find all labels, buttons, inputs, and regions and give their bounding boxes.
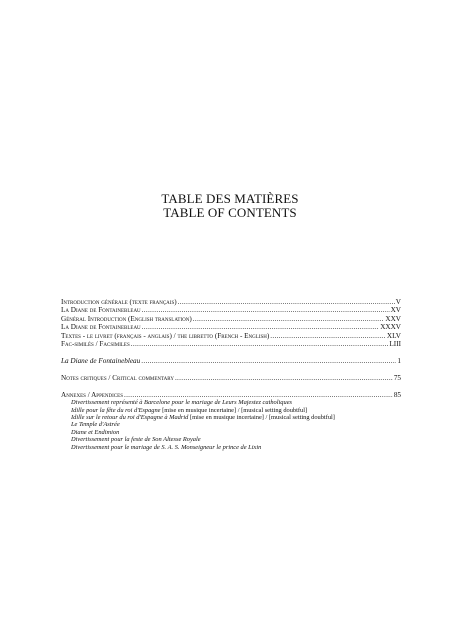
page-title xyxy=(0,192,460,220)
toc-entry-label: Général Introduction (English translation) xyxy=(61,314,192,323)
toc-entry-label: Annexes / Appendices xyxy=(61,390,123,399)
toc-entry-introduction-en[interactable] xyxy=(61,315,401,323)
leader-dots xyxy=(131,340,389,348)
spacer xyxy=(61,365,401,374)
toc-entry-critical-notes[interactable] xyxy=(61,374,401,382)
spacer xyxy=(61,382,401,391)
toc-entry-label: La Diane de Fontainebleau xyxy=(61,306,141,315)
leader-dots xyxy=(141,357,396,365)
toc-page-number: V xyxy=(395,298,401,306)
toc-entry-diane-fr[interactable] xyxy=(61,306,401,314)
leader-dots xyxy=(175,374,393,382)
toc-entry-label: Fac-similés / Facsimiles xyxy=(61,340,130,349)
spacer xyxy=(61,348,401,357)
toc-entry-label: La Diane de Fontainebleau xyxy=(61,323,141,332)
leader-dots xyxy=(178,298,395,306)
title-french: TABLE DES MATIÈRES xyxy=(161,191,299,206)
appendix-item: Idille pour la fête du roi d'Espagne [mise en musique incertaine] / [musical setting doubtful] xyxy=(71,406,308,414)
toc-page-number: 85 xyxy=(393,390,401,399)
leader-dots xyxy=(270,332,386,340)
leader-dots xyxy=(124,391,393,399)
toc-page-number: XLV xyxy=(386,331,401,340)
appendix-item: Divertissement pour la feste de Son Altesse Royale xyxy=(71,436,201,444)
toc-entry-label: Introduction générale (texte français) xyxy=(61,298,177,306)
toc-page-number: XXXV xyxy=(380,323,401,332)
appendix-item: Idille sur le retour du roi d'Espagne à Madrid [mise en musique incertaine] / [musical setting doubtful] xyxy=(71,413,335,421)
toc-entry-diane-en[interactable] xyxy=(61,323,401,331)
leader-dots xyxy=(193,315,385,323)
leader-dots xyxy=(142,323,380,331)
toc-entry-libretto[interactable] xyxy=(61,332,401,340)
toc-entry-appendices[interactable] xyxy=(61,391,401,399)
toc-entry-label: La Diane de Fontainebleau xyxy=(61,356,141,365)
toc-page-number: 75 xyxy=(393,373,401,382)
toc-page-number: 1 xyxy=(397,356,401,365)
toc-page-number: LIII xyxy=(389,340,401,349)
toc-entry-label: Notes critiques / Critical commentary xyxy=(61,373,174,382)
table-of-contents xyxy=(61,298,401,451)
toc-entry-introduction-fr[interactable] xyxy=(61,298,401,306)
toc-entry-label: Textes - le livret (français - anglais) / the libretto (French - English) xyxy=(61,331,270,340)
appendix-item: Divertissement représenté à Barcelone pour le mariage de Leurs Majestez catholiques xyxy=(71,399,293,407)
appendix-item: Le Temple d'Astrée xyxy=(71,421,120,429)
appendix-item: Divertissement pour le mariage de S. A. S. Monseigneur le prince de Lixin xyxy=(71,443,262,451)
toc-entry-main-score[interactable] xyxy=(61,357,401,365)
leader-dots xyxy=(142,306,390,314)
toc-page-number: XXV xyxy=(385,314,401,323)
title-english: TABLE OF CONTENTS xyxy=(163,205,297,220)
toc-page-number: XV xyxy=(390,306,401,315)
appendix-list xyxy=(71,399,401,451)
toc-entry-facsimiles[interactable] xyxy=(61,340,401,348)
appendix-item: Diane et Endimion xyxy=(71,428,120,436)
